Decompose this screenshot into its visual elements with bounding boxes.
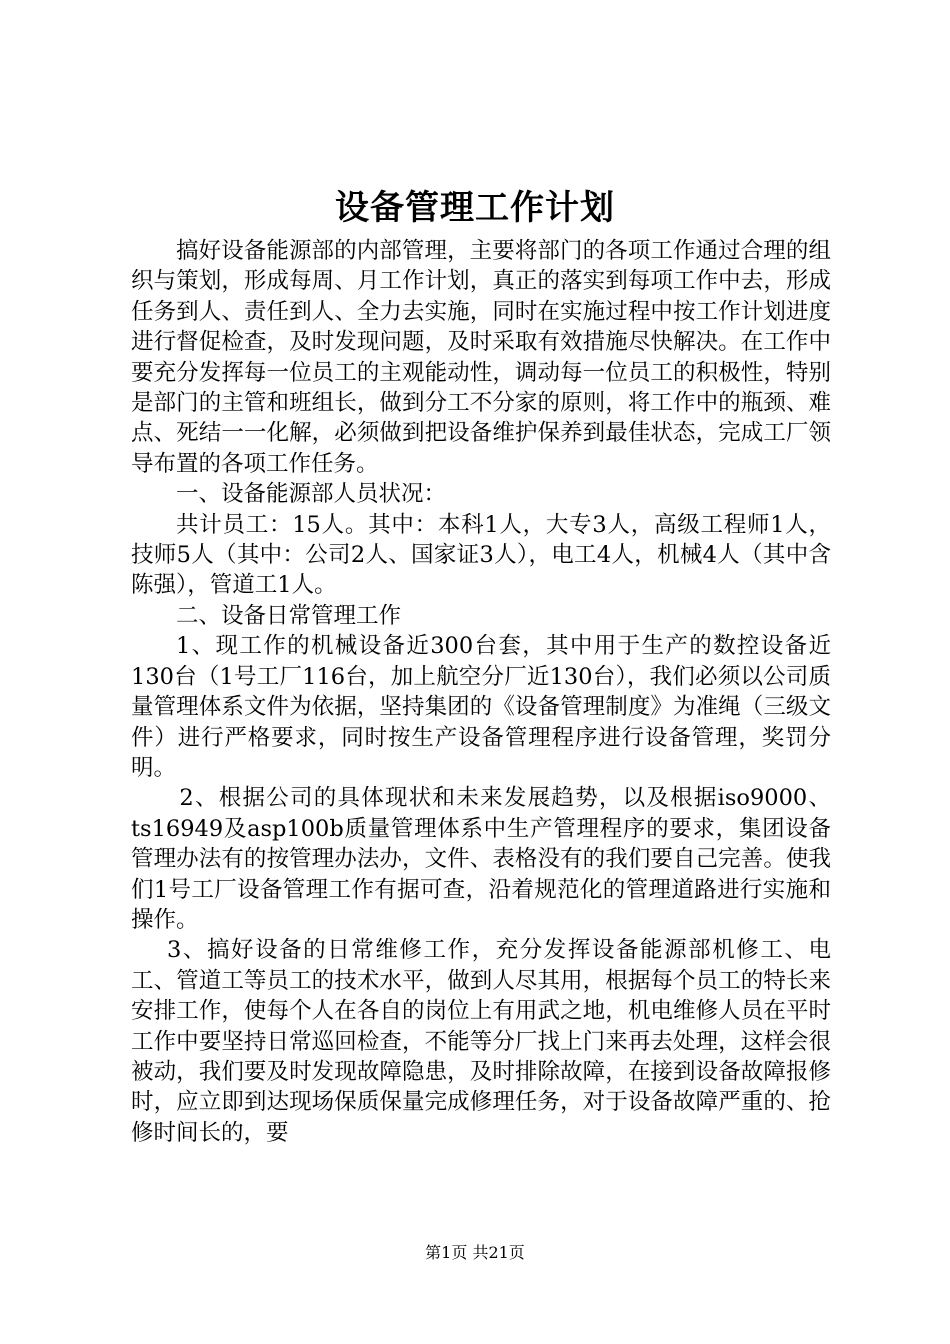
paragraph-item-1: 1、现工作的机械设备近300台套，其中用于生产的数控设备近130台（1号工厂116台，加上航空分厂近130台），我们必须以公司质量管理体系文件为依据，坚持集团的《设备管理制度》为准绳（三级文件）进行严格要求，同时按生产设备管理程序进行设备管理，奖罚分明。: [131, 633, 831, 781]
section-heading-daily-management: 二、设备日常管理工作: [176, 602, 402, 629]
paragraph-staff-count: 共计员工：15人。其中：本科1人，大专3人，高级工程师1人，技师5人（其中：公司2人、国家证3人），电工4人，机械4人（其中含陈强），管道工1人。: [131, 511, 831, 599]
paragraph-intro: 搞好设备能源部的内部管理，主要将部门的各项工作通过合理的组织与策划，形成每周、月工作计划，真正的落实到每项工作中去，形成任务到人、责任到人、全力去实施，同时在实施过程中按工作计划进度进行督促检查，及时发现问题，及时采取有效措施尽快解决。在工作中要充分发挥每一位员工的主观能动性，调动每一位员工的积极性，特别是部门的主管和班组长，做到分工不分家的原则，将工作中的瓶颈、难点、死结一一化解，必须做到把设备维护保养到最佳状态，完成工厂领导布置的各项工作任务。: [131, 238, 831, 477]
paragraph-item-2: 2、根据公司的具体现状和未来发展趋势，以及根据iso9000、ts16949及asp100b质量管理体系中生产管理程序的要求，集团设备管理办法有的按管理办法办，文件、表格没有的我们要自己完善。使我们1号工厂设备管理工作有据可查，沿着规范化的管理道路进行实施和操作。: [131, 785, 831, 933]
section-heading-staff: 一、设备能源部人员状况：: [176, 481, 447, 508]
paragraph-item-3: 3、搞好设备的日常维修工作，充分发挥设备能源部机修工、电工、管道工等员工的技术水平，做到人尽其用，根据每个员工的特长来安排工作，使每个人在各自的岗位上有用武之地，机电维修人员在平时工作中要坚持日常巡回检查，不能等分厂找上门来再去处理，这样会很被动，我们要及时发现故障隐患，及时排除故障，在接到设备故障报修时，应立即到达现场保质保量完成修理任务，对于设备故障严重的、抢修时间长的，要: [131, 937, 831, 1146]
document-title: 设备管理工作计划: [335, 188, 615, 228]
document-body: [131, 236, 831, 1148]
page-footer: 第1页 共21页: [425, 1243, 525, 1262]
